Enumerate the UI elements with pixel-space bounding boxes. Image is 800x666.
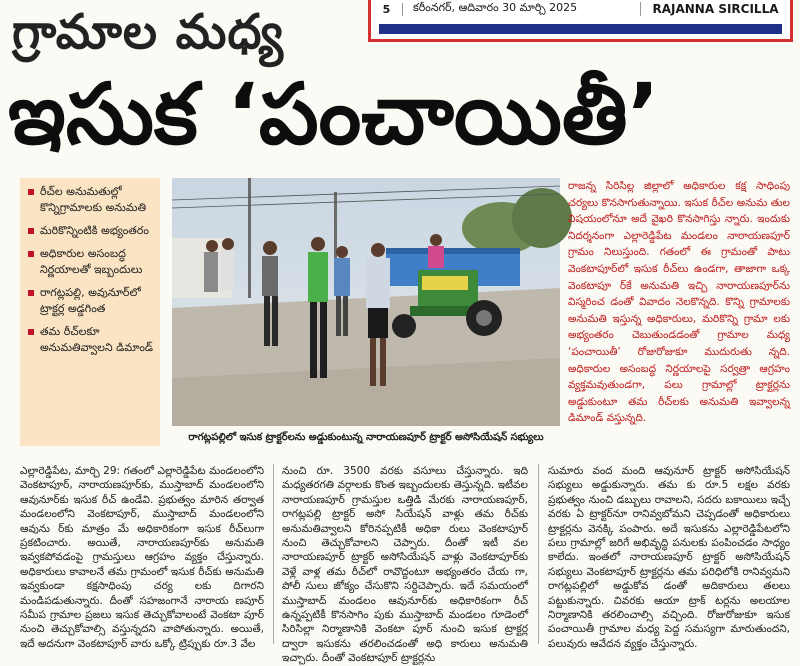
- page-number: 5: [371, 3, 403, 16]
- highlight-item: తమ రీచ్‌లకూ అనుమతివ్వాలని డిమాండ్: [28, 324, 154, 356]
- masthead-bar: [379, 24, 782, 34]
- highlight-item: రీచ్‌ల అనుమతుల్లో కొన్నిగ్రామాలకు అనుమతి: [28, 184, 154, 216]
- headline-kicker: గ్రామాల మధ్య: [12, 4, 284, 60]
- column-divider: [538, 464, 539, 644]
- highlight-item: అధికారుల అసంబద్ధ నిర్ణయాలతో ఇబ్బందులు: [28, 246, 154, 278]
- news-photo: [172, 178, 560, 426]
- highlight-item: రాగట్లపల్లి, అవునూర్‌లో ట్రాక్టర్ల అడ్డగింత: [28, 285, 154, 317]
- headline-main: ఇసుక ‘పంచాయితీ’: [8, 65, 660, 163]
- body-column-3: సుమారు వంద మంది ఆవునూర్ ట్రాక్టర్ అసోసియేషన్ సభ్యులు అడ్డుకున్నారు. తమ కు రూ.5 లక్షల వరకు ప్రభుత్వం నుంచి డబ్బులు రావాలని, సదరు బకాయిలు ఇచ్చే వరకు ఏ ట్రాక్టర్‌నూ రానివ్వబోమని చెప్పడంతో అధికారులు ట్రాక్టర్లను వెనక్కి పంపారు. అదే ఇసుకను ఎల్లారెడ్డిపేటలోని పలు గ్రామాల్లో జరిగే అభివృద్ధి పనులకు పంపించడం సాధ్యం కాలేదు. ఇంతలో నారాయణపూర్ ట్రాక్టర్ అసోసియేషన్ సభ్యులు వెంకటాపూర్ ట్రాక్టర్లను తమ పరిధిలోకి రానివ్వమని రాగట్లపల్లిలో అడ్డుకోవ డంతో అదికారులు తలలు పట్టుకున్నారు. చివరకు ఆయా ట్రాక్ టర్లను అలయాల నిర్మాణానికి తరలించాల్సి వచ్చింది. రోజురోజుకూ ఇసుక పంచాయితీ గ్రామాల మధ్య పెద్ద సమస్యగా మారుతుందని, పలువురు ఆవేదన వ్యక్తం చేస్తున్నారు.: [548, 465, 790, 650]
- body-column-1: ఎల్లారెడ్డిపేట, మార్చి 29: గతంలో ఎల్లారెడ్డిపేట మండలంలోని వెంకటాపూర్, నారాయణపూర్‌కు, ముస్తాబాద్ మండలంలోని ఆవునూర్‌కు ఇసుక రీచ్ ఉండేవి. ప్రభుత్వం మారిన తర్వాత మండలంలోని వెంకటాపూర్, ముస్తాబాద్ మండలంలోని ఆవును ర్‌కు మాత్రం మే అధికారికంగా ఇసుక రీచ్‌లుగా ప్రకటించారు. అయితే, నారాయణపూర్‌కు అనుమతి ఇవ్వకపోవడంపై గ్రామస్తులు ఆగ్రహం వ్యక్తం చేస్తున్నారు. అధికారులు కావాలనే తమ గ్రామంలో ఇసుక రీచ్‌కు అనుమతి ఇవ్వకుండా కక్షసాధింపు చర్య లకు దిగారని మండిపడుతున్నారు. దీంతో సహజంగానే నారాయ ణపూర్ సమీప గ్రామాల ప్రజలు ఇసుక తెచ్చుకోవాలంటే వెంకటా పూర్ నుంచి తెచ్చుకోవాల్సి వస్తున్నదని వాపోతున్నారు. అయితే, ఇదే అదనుగా వెంకటాపూర్ వారు ఒక్కో ట్రిప్పుకు రూ.3 వేల: [20, 465, 264, 650]
- intro-paragraph: రాజన్న సిరిసిల్ల జిల్లాలో అధికారుల కక్ష సాధింపు చర్యలు కొనసాగుతున్నాయి. ఇసుక రీచ్‌ల అనుమ తుల విషయంలోనూ అదే వైఖరి కొనసాగిస్తు న్నారు. ఇందుకు నిదర్శనంగా ఎల్లారెడ్డిపేట మండలం నారాయణపూర్ గ్రామం నిలుస్తుంది. గతంలో ఈ గ్రామంతో పాటు వెంకటాపూర్‌లో ఇసుక రీచ్‌లు ఉండగా, తాజాగా ఒక్క వెంకటాపూ ర్‌కే అనుమతి ఇచ్చి నారాయణపూర్‌ను విస్మరించ డంతో వివాదం నెలకొన్నది. కొన్ని గ్రామాలకు అనుమతి ఇస్తున్న అధికారులు, మరికొన్ని గ్రామా లకు అభ్యంతరం చెబుతుండడంతో గ్రామాల మధ్య ‘పంచాయితీ’ రోజురోజుకూ ముదురుతు న్నది. అధికారుల అసంబద్ధ నిర్ణయాలపై సర్వత్రా ఆగ్రహం వ్యక్తమవుతుండగా, పలు గ్రామాల్లో ట్రాక్టర్లను అడ్డుకుంటూ తమ రీచ్‌లకు అనుమతి ఇవ్వాలన్న డిమాండ్ వస్తున్నది.: [568, 180, 790, 425]
- photo-caption: రాగట్లపల్లిలో ఇసుక ట్రాక్టర్‌లను అడ్డుకుంటున్న నారాయణపూర్ ట్రాక్టర్ అసోసియేషన్ సభ్యులు: [188, 432, 544, 443]
- highlights-box: [20, 178, 160, 446]
- column-divider: [273, 464, 274, 644]
- edition-name: RAJANNA SIRCILLA: [640, 2, 790, 16]
- masthead: [368, 0, 793, 42]
- masthead-row: [371, 0, 790, 18]
- edition-date: కరీంనగర్, ఆదివారం 30 మార్చి 2025: [413, 1, 578, 14]
- tractor-scene-illustration: [172, 178, 560, 426]
- highlight-item: మరికొన్నింటికి అభ్యంతరం: [28, 223, 154, 239]
- body-column-2: నుంచి రూ. 3500 వరకు వసూలు చేస్తున్నారు. ఇది మధ్యతరగతి వర్గాలకు కొంత ఇబ్బందులకు తెస్తున్నది. ఇటీవల నారాయణపూర్ గ్రామస్తుల ఒత్తిడి మేరకు నారాయణపూర్, రాగట్లపల్లి ట్రాక్టర్ అసో సియేషన్ వాళ్లు తమ రీచ్‌కు అనుమతివ్వాలని కోరినప్పటికీ అధికా రులు వెంకటాపూర్ నుంచి తెచ్చుకోవాలని చెప్పారు. దీంతో ఇటీ వల నారాయణపూర్ ట్రాక్టర్ అసోసియేషన్ వాళ్లు వెంకటాపూర్‌కు వెళ్లే వాళ్ల తమ రీచ్‌లో రావొద్దంటూ అభ్యంతరం చేయ గా, పోలీ సులు జోక్యం చేసుకొని సర్దిచెప్పారు. ఇదే సమయంలో ముస్తాబాద్ మండలం ఆవునూర్‌కు అధికారికంగా రీచ్ ఉన్నప్పటికీ కొనసాగిం పుకు ముస్తాబాద్ మండలం గూడెంలో సిరిసిల్లా నిర్మాణానికి వెంకటా పూర్ నుంచి ఇసుక ట్రాక్టర్ల ద్వారా ఇసుకను తరలించడంతో అధి కారులు అనుమతి ఇచ్చారు. దీంతో వెంకటాపూర్ ట్రాక్టర్లను: [282, 465, 528, 665]
